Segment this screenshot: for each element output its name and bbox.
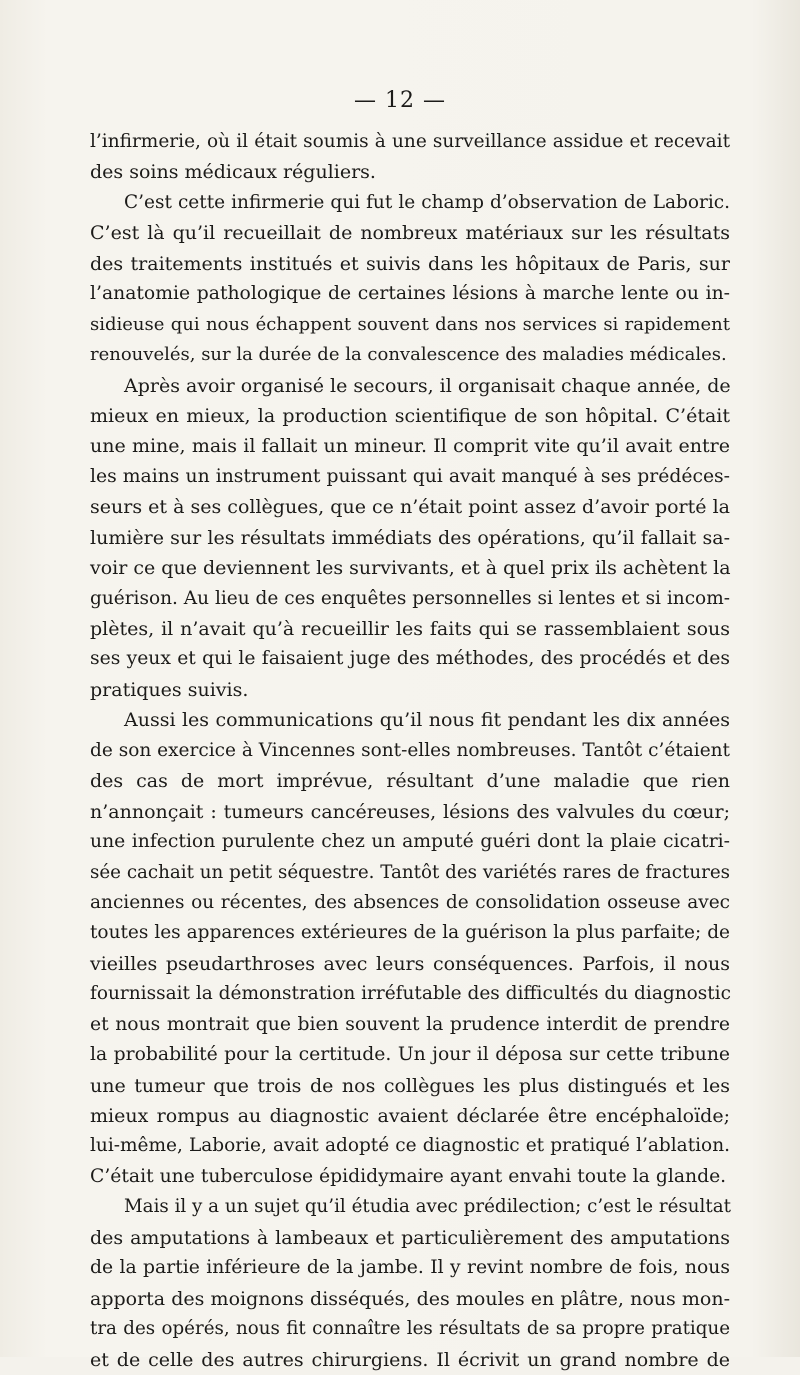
text-line: voir ce que deviennent les survivants, et à quel prix ils achètent la bbox=[90, 557, 731, 580]
text-line: seurs et à ses collègues, que ce n’était point assez d’avoir porté la bbox=[90, 496, 730, 519]
text-line: Après avoir organisé le secours, il organisait chaque année, de bbox=[124, 374, 731, 397]
text-line: apporta des moignons disséqués, des moules en plâtre, nous mon- bbox=[90, 1287, 730, 1310]
text-line: une tumeur que trois de nos collègues les plus distingués et les bbox=[90, 1074, 730, 1097]
text-line: des cas de mort imprévue, résultant d’une maladie que rien bbox=[90, 770, 730, 793]
text-line: les mains un instrument puissant qui avait manqué à ses prédéces- bbox=[90, 465, 730, 487]
text-line: des traitements institués et suivis dans les hôpitaux de Paris, sur bbox=[90, 252, 730, 275]
text-line: C’est là qu’il recueillait de nombreux matériaux sur les résultats bbox=[90, 222, 730, 245]
text-line: guérison. Au lieu de ces enquêtes personnelles si lentes et si incom- bbox=[90, 587, 730, 609]
text-line: sidieuse qui nous échappent souvent dans nos services si rapidement bbox=[90, 313, 730, 335]
text-line: fournissait la démonstration irréfutable des difficultés du diagnostic bbox=[90, 983, 731, 1005]
text-line: une mine, mais il fallait un mineur. Il comprit vite qu’il avait entre bbox=[90, 435, 730, 458]
body-text bbox=[90, 127, 730, 1375]
text-line: vieilles pseudarthroses avec leurs conséquences. Parfois, il nous bbox=[90, 952, 730, 975]
text-line: ses yeux et qui le faisaient juge des méthodes, des procédés et des bbox=[90, 648, 730, 670]
text-line: lui-même, Laborie, avait adopté ce diagnostic et pratiqué l’ablation. bbox=[90, 1135, 730, 1157]
text-line: de son exercice à Vincennes sont-elles nombreuses. Tantôt c’étaient bbox=[90, 739, 730, 761]
page-number: — 12 — bbox=[354, 88, 446, 113]
text-line: une infection purulente chez un amputé guéri dont la plaie cicatri- bbox=[90, 831, 730, 853]
text-line: de la partie inférieure de la jambe. Il y revint nombre de fois, nous bbox=[90, 1257, 730, 1279]
text-line: pratiques suivis. bbox=[90, 678, 249, 701]
text-line: mieux rompus au diagnostic avaient déclarée être encéphaloïde; bbox=[90, 1105, 730, 1127]
text-line: Aussi les communications qu’il nous fit pendant les dix années bbox=[124, 709, 730, 732]
text-line: et de celle des autres chirurgiens. Il écrivit un grand nombre de bbox=[90, 1348, 730, 1371]
text-line: anciennes ou récentes, des absences de consolidation osseuse avec bbox=[90, 891, 730, 913]
text-line: renouvelés, sur la durée de la convalescence des maladies médicales. bbox=[90, 344, 727, 366]
text-line: et nous montrait que bien souvent la prudence interdit de prendre bbox=[90, 1013, 730, 1035]
text-line: Mais il y a un sujet qu’il étudia avec prédilection; c’est le résultat bbox=[124, 1196, 731, 1218]
text-line: lumière sur les résultats immédiats des opérations, qu’il fallait sa- bbox=[90, 526, 730, 549]
text-line: des soins médicaux réguliers. bbox=[90, 161, 376, 184]
text-line: sée cachait un petit séquestre. Tantôt des variétés rares de fractures bbox=[90, 861, 730, 883]
text-line: tra des opérés, nous fit connaître les résultats de sa propre pratique bbox=[90, 1318, 730, 1340]
text-line: plètes, il n’avait qu’à recueillir les faits qui se rassemblaient sous bbox=[90, 618, 730, 640]
text-line: C’est cette infirmerie qui fut le champ d’observation de Laboric. bbox=[124, 191, 730, 213]
text-line: la probabilité pour la certitude. Un jour il déposa sur cette tribune bbox=[90, 1044, 730, 1066]
text-line: n’annonçait : tumeurs cancéreuses, lésions des valvules du cœur; bbox=[90, 800, 730, 823]
text-line: des amputations à lambeaux et particulièrement des amputations bbox=[90, 1226, 730, 1249]
text-line: C’était une tuberculose épididymaire ayant envahi toute la glande. bbox=[90, 1165, 727, 1187]
text-line: l’anatomie pathologique de certaines lésions à marche lente ou in- bbox=[90, 283, 730, 305]
text-line: l’infirmerie, où il était soumis à une surveillance assidue et recevait bbox=[90, 131, 730, 152]
text-line: toutes les apparences extérieures de la guérison la plus parfaite; de bbox=[90, 922, 730, 944]
text-line: mieux en mieux, la production scientifique de son hôpital. C’était bbox=[90, 404, 730, 427]
